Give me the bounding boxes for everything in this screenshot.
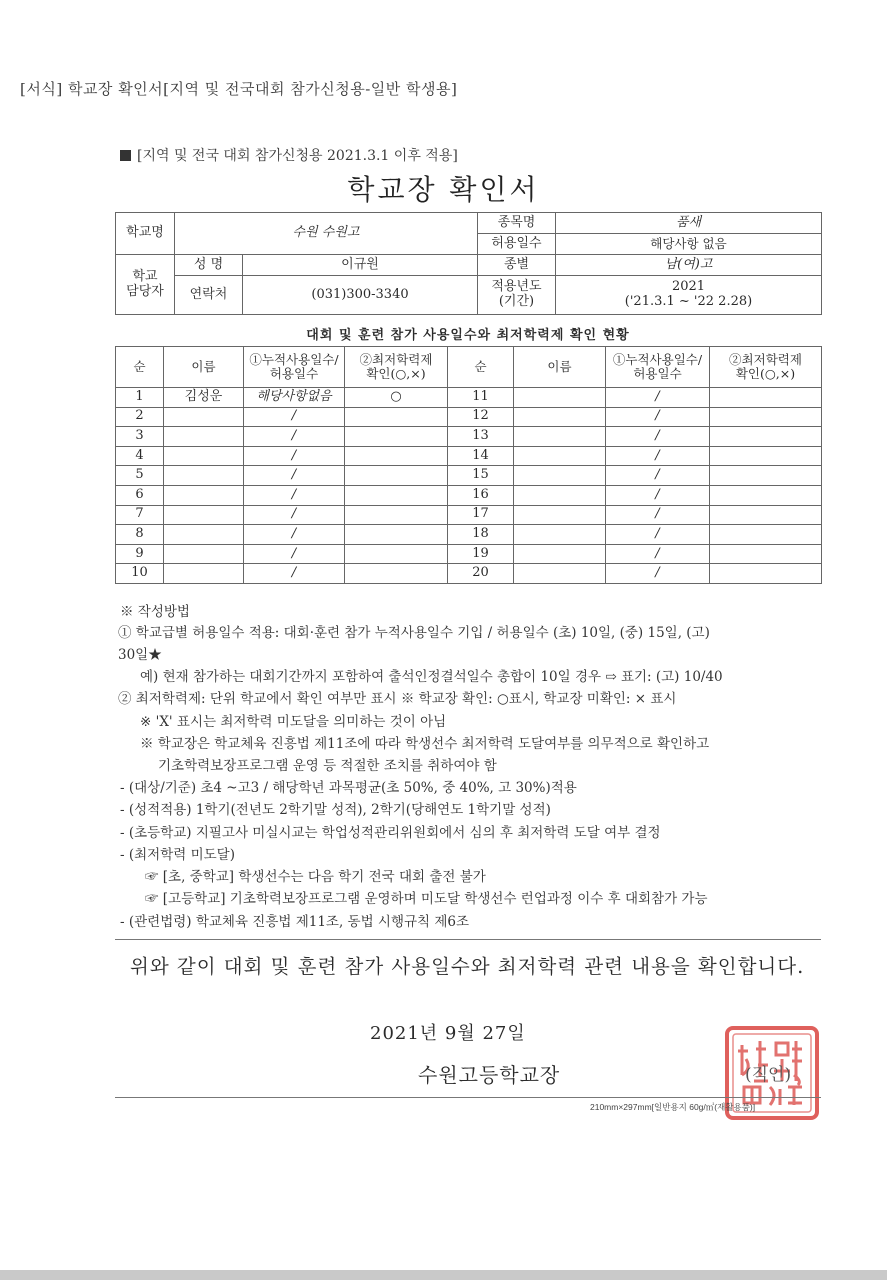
note-line: ② 최저학력제: 단위 학교에서 확인 여부만 표시 ※ 학교장 확인: ○표시, 학교장 미확인: × 표시 [118,691,677,707]
row-check-right [710,505,822,525]
section-divider [115,939,821,940]
row-check-right [710,525,822,545]
note-line: - (대상/기준) 초4 ~고3 / 해당학년 과목평균(초 50%, 중 40%, 고 30%)적용 [120,780,577,796]
row-name [164,446,244,466]
row-days-right: / [606,485,710,505]
row-no-right: 16 [448,485,514,505]
year-label [478,276,556,315]
row-name-right [514,427,606,447]
row-no-right: 14 [448,446,514,466]
row-days: / [244,446,345,466]
manager-label-line2: 담당자 [126,283,164,299]
school-label: 학교명 [116,213,175,255]
row-no-right: 19 [448,544,514,564]
table-row [116,427,822,447]
row-days: / [244,564,345,584]
row-no-right: 12 [448,407,514,427]
manager-label-line1: 학교 [132,268,158,284]
status-table-title: 대회 및 훈련 참가 사용일수와 최저학력제 확인 현황 [306,328,630,343]
note-line: ☞ [초, 중학교] 학생선수는 다음 학기 전국 대회 출전 불가 [145,869,486,885]
header-academic-right [710,347,822,388]
row-check: ○ [345,388,448,408]
document-title: 학교장 확인서 [347,173,540,206]
row-check [345,564,448,584]
table-row [116,564,822,584]
row-days: / [244,525,345,545]
bottom-scroll-bar [0,1270,887,1280]
note-line: ※ 'X' 표시는 최저학력 미도달을 의미하는 것이 아님 [140,714,447,730]
row-no: 8 [116,525,164,545]
table-row [116,407,822,427]
year-label-line1: 적용년도 [491,279,542,295]
row-check [345,505,448,525]
row-check-right [710,466,822,486]
row-no-right: 20 [448,564,514,584]
year-label-line2: (기간) [498,294,535,309]
row-check [345,485,448,505]
row-no-right: 13 [448,427,514,447]
status-table [115,346,822,584]
status-header-row [116,347,822,388]
row-name [164,466,244,486]
header-no: 순 [116,347,164,388]
row-check-right [710,427,822,447]
row-name [164,427,244,447]
note-line: ☞ [고등학교] 기초학력보장프로그램 운영하며 미도달 학생선수 런업과정 이수 후 대회참가 가능 [145,891,708,907]
row-check-right [710,388,822,408]
row-days-right: / [606,446,710,466]
table-row [116,485,822,505]
header-days-right-line1: ①누적사용일수/ [612,351,703,367]
row-no: 3 [116,427,164,447]
row-name-right [514,446,606,466]
row-name [164,407,244,427]
school-info-table [115,212,822,315]
table-row [116,505,822,525]
row-no: 1 [116,388,164,408]
row-name [164,505,244,525]
section-label-text: [지역 및 전국 대회 참가신청용 2021.3.1 이후 적용] [137,148,458,164]
row-days-right: / [606,388,710,408]
row-name [164,525,244,545]
row-days: / [244,544,345,564]
note-line: 예) 현재 참가하는 대회기간까지 포함하여 출석인정결석일수 총합이 10일 경우 ⇨ 표기: (고) 10/40 [140,669,723,685]
row-no: 5 [116,466,164,486]
row-check-right [710,544,822,564]
row-name-right [514,544,606,564]
year-value: 2021 [671,279,706,295]
row-days-right: / [606,466,710,486]
row-no: 4 [116,446,164,466]
table-row [116,466,822,486]
allowed-days-label: 허용일수 [478,234,556,255]
form-label: [서식] 학교장 확인서[지역 및 전국대회 참가신청용-일반 학생용] [20,80,458,98]
year-value-cell [556,276,822,315]
header-name-right: 이름 [514,347,606,388]
header-academic-line2: 확인(○,×) [366,366,426,381]
row-no-right: 18 [448,525,514,545]
footer-divider [115,1097,821,1098]
note-line: ① 학교급별 허용일수 적용: 대회·훈련 참가 누적사용일수 기입 / 허용일수 (초) 10일, (중) 15일, (고) [118,625,710,641]
row-check-right [710,407,822,427]
confirmation-text: 위와 같이 대회 및 훈련 참가 사용일수와 최저학력 관련 내용을 확인합니다. [130,955,805,978]
note-line: 기초학력보장프로그램 운영 등 적절한 조치를 취하여야 함 [158,758,497,774]
row-check-right [710,485,822,505]
row-days: / [244,505,345,525]
row-days-right: / [606,525,710,545]
row-name-right [514,466,606,486]
notes-heading: ※ 작성방법 [120,604,190,620]
table-row [116,388,822,408]
paper-spec: 210mm×297mm[일반용지 60g/㎡(재활용품)] [590,1102,756,1112]
row-no: 10 [116,564,164,584]
row-name [164,485,244,505]
row-days-right: / [606,564,710,584]
name-value: 이규원 [243,255,478,276]
note-line: 30일★ [118,647,162,663]
gender-label: 종별 [478,255,556,276]
event-label: 종목명 [478,213,556,234]
row-name [164,544,244,564]
header-academic-line1: ②최저학력제 [359,351,433,367]
section-label [120,145,458,165]
row-no: 6 [116,485,164,505]
row-no-right: 15 [448,466,514,486]
row-check [345,544,448,564]
row-no-right: 17 [448,505,514,525]
note-line: - (성적적용) 1학기(전년도 2학기말 성적), 2학기(당해연도 1학기말 성적) [120,802,551,818]
table-row [116,525,822,545]
header-days-line2: 허용일수 [269,366,319,381]
row-name-right [514,564,606,584]
note-line: - (최저학력 미도달) [120,847,235,863]
row-check [345,446,448,466]
header-academic-right-line2: 확인(○,×) [735,366,796,381]
row-check-right [710,446,822,466]
row-no: 7 [116,505,164,525]
header-no-right: 순 [448,347,514,388]
manager-label [116,255,175,315]
row-days: / [244,427,345,447]
row-name [164,564,244,584]
row-no: 9 [116,544,164,564]
row-name: 김성운 [164,388,244,408]
principal-title: 수원고등학교장 [418,1063,561,1087]
table-row [116,544,822,564]
row-name-right [514,388,606,408]
row-no: 2 [116,407,164,427]
row-check [345,525,448,545]
event-value: 품새 [556,213,822,234]
row-name-right [514,505,606,525]
header-days-right-line2: 허용일수 [633,366,682,381]
row-days-right: / [606,407,710,427]
square-bullet-icon [120,150,131,161]
header-academic [345,347,448,388]
row-days-right: / [606,427,710,447]
note-line: - (초등학교) 지필고사 미실시교는 학업성적관리위원회에서 심의 후 최저학력 도달 여부 결정 [120,825,661,841]
row-no-right: 11 [448,388,514,408]
gender-value: 남(여)고 [556,255,822,276]
row-days-right: / [606,505,710,525]
row-check-right [710,564,822,584]
row-check [345,427,448,447]
name-label: 성 명 [175,255,243,276]
school-value: 수원 수원고 [175,213,478,255]
header-academic-right-line1: ②최저학력제 [729,351,802,367]
header-name: 이름 [164,347,244,388]
row-name-right [514,407,606,427]
header-days-line1: ①누적사용일수/ [249,351,339,367]
row-days: / [244,407,345,427]
row-days: / [244,466,345,486]
note-line: - (관련법령) 학교체육 진흥법 제11조, 동법 시행규칙 제6조 [120,914,470,930]
row-days-right: / [606,544,710,564]
row-name-right [514,485,606,505]
allowed-days-value: 해당사항 없음 [556,234,822,255]
row-check [345,466,448,486]
row-days: / [244,485,345,505]
note-line: ※ 학교장은 학교체육 진흥법 제11조에 따라 학생선수 최저학력 도달여부를 의무적으로 확인하고 [140,736,710,752]
row-name-right [514,525,606,545]
row-days: 해당사항없음 [244,388,345,408]
contact-value: (031)300-3340 [243,276,478,315]
contact-label: 연락처 [175,276,243,315]
status-rows [116,388,822,584]
table-row [116,446,822,466]
confirmation-date: 2021년 9월 27일 [370,1023,526,1044]
period-value: ('21.3.1 ~ '22 2.28) [624,294,753,309]
header-days [244,347,345,388]
row-check [345,407,448,427]
seal-label: (직인) [745,1065,792,1085]
header-days-right [606,347,710,388]
